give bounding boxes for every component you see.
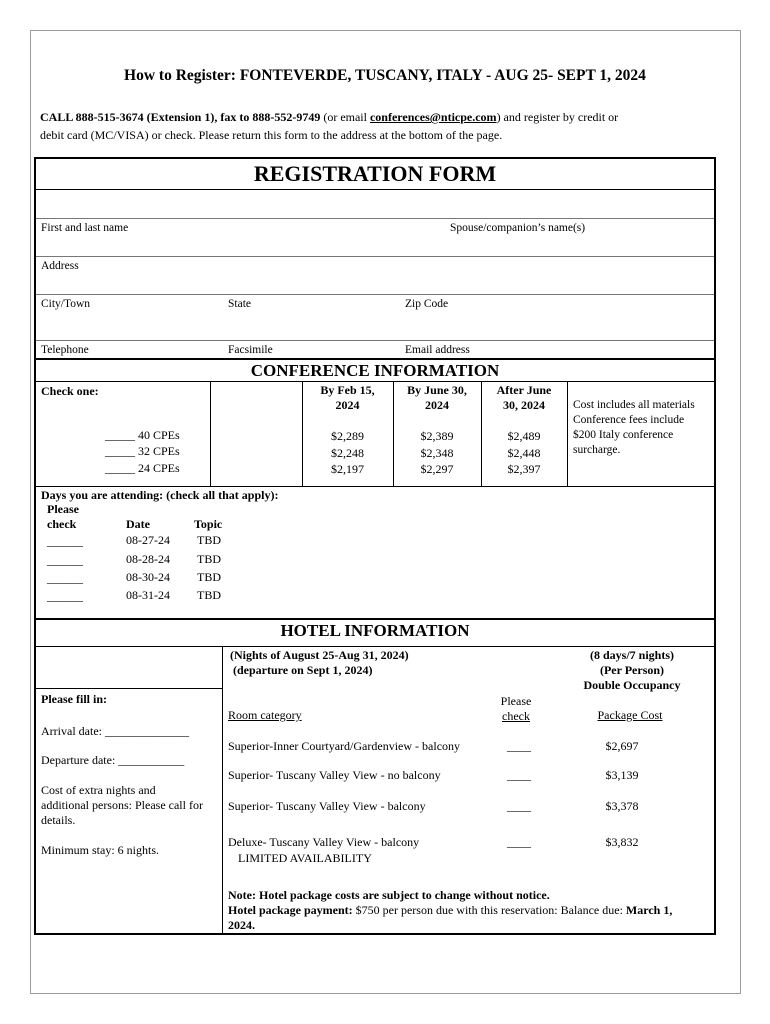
room-1-cost: $2,697	[605, 739, 639, 753]
please-fill-in: Please fill in:	[41, 692, 107, 706]
intro-end: ) and register by credit or	[496, 110, 619, 124]
days-col-check: Please check	[47, 502, 79, 531]
day-check-3[interactable]: ______	[47, 571, 83, 585]
day-topic-2: TBD	[197, 552, 221, 566]
option-24-cpe[interactable]: _____ 24 CPEs	[105, 461, 180, 475]
col-package-cost: Package Cost	[597, 708, 663, 722]
departure-date-field[interactable]: Departure date: ___________	[41, 753, 185, 767]
col-please-check: Please check	[500, 694, 532, 723]
room-3-check[interactable]: ____	[507, 799, 531, 813]
room-2-name: Superior- Tuscany Valley View - no balcony	[228, 768, 441, 782]
email-link[interactable]: conferences@nticpe.com	[369, 110, 497, 124]
hotel-title: HOTEL INFORMATION	[280, 621, 470, 640]
prices-after: $2,489 $2,448 $2,397	[507, 429, 541, 476]
hotel-payment-year: 2024.	[228, 918, 255, 932]
day-topic-1: TBD	[197, 533, 221, 547]
day-check-4[interactable]: ______	[47, 589, 83, 603]
field-state[interactable]: State	[228, 298, 251, 310]
minimum-stay: Minimum stay: 6 nights.	[41, 843, 160, 857]
hotel-note: Note: Hotel package costs are subject to change without notice.	[228, 888, 550, 902]
hotel-occupancy: (8 days/7 nights) (Per Person) Double Occupancy	[583, 648, 681, 692]
day-check-2[interactable]: ______	[47, 553, 83, 567]
room-3-cost: $3,378	[605, 799, 639, 813]
day-check-1[interactable]: ______	[47, 534, 83, 548]
conference-title: CONFERENCE INFORMATION	[250, 361, 500, 380]
hotel-payment: Hotel package payment: $750 per person due with this reservation: Balance due: March 1,	[228, 903, 673, 917]
field-address[interactable]: Address	[41, 260, 79, 272]
check-one-label: Check one:	[41, 384, 99, 398]
room-4-check[interactable]: ____	[507, 835, 531, 849]
room-2-cost: $3,139	[605, 768, 639, 782]
days-title: Days you are attending: (check all that apply):	[41, 488, 279, 502]
day-date-4: 08-31-24	[126, 588, 170, 602]
days-col-date: Date	[126, 517, 150, 531]
intro-mid: (or email	[320, 110, 370, 124]
arrival-date-field[interactable]: Arrival date: ______________	[41, 724, 189, 738]
field-zip[interactable]: Zip Code	[405, 298, 449, 310]
option-40-cpe[interactable]: _____ 40 CPEs	[105, 428, 180, 442]
intro-line-2: debit card (MC/VISA) or check. Please return this form to the address at the bottom of the page.	[40, 128, 503, 142]
field-facsimile[interactable]: Facsimile	[228, 344, 273, 356]
field-email[interactable]: Email address	[405, 344, 470, 356]
field-city[interactable]: City/Town	[41, 298, 91, 310]
extra-nights-note: Cost of extra nights and additional persons: Please call for details.	[41, 783, 203, 827]
field-spouse[interactable]: Spouse/companion’s name(s)	[450, 222, 586, 234]
registration-title: REGISTRATION FORM	[253, 161, 497, 186]
day-date-2: 08-28-24	[126, 552, 170, 566]
col-header-feb: By Feb 15, 2024	[320, 383, 375, 412]
room-3-name: Superior- Tuscany Valley View - balcony	[228, 799, 426, 813]
col-header-june: By June 30, 2024	[407, 383, 467, 412]
days-col-topic: Topic	[194, 517, 223, 531]
col-room-category: Room category	[228, 708, 302, 722]
room-1-name: Superior-Inner Courtyard/Gardenview - balcony	[228, 739, 461, 753]
room-4-name: Deluxe- Tuscany Valley View - balcony	[228, 835, 420, 849]
page-title: How to Register: FONTEVERDE, TUSCANY, ITALY - AUG 25- SEPT 1, 2024	[124, 67, 646, 84]
room-4-cost: $3,832	[605, 835, 639, 849]
conference-note: Cost includes all materials Conference fees include $200 Italy conference surcharge.	[573, 399, 695, 456]
col-header-after: After June 30, 2024	[496, 383, 552, 412]
field-telephone[interactable]: Telephone	[41, 344, 89, 356]
field-first-last-name[interactable]: First and last name	[41, 222, 129, 234]
room-4-availability: LIMITED AVAILABILITY	[238, 851, 372, 865]
prices-june: $2,389 $2,348 $2,297	[420, 429, 454, 476]
day-date-3: 08-30-24	[126, 570, 170, 584]
day-topic-4: TBD	[197, 588, 221, 602]
intro-phone: CALL 888-515-3674 (Extension 1), fax to 888-552-9749	[40, 110, 321, 124]
intro-line-1	[40, 110, 618, 125]
day-topic-3: TBD	[197, 570, 221, 584]
hotel-nights: (Nights of August 25-Aug 31, 2024) (departure on Sept 1, 2024)	[230, 648, 409, 677]
room-2-check[interactable]: ____	[507, 768, 531, 782]
day-date-1: 08-27-24	[126, 533, 170, 547]
prices-feb: $2,289 $2,248 $2,197	[331, 429, 364, 476]
room-1-check[interactable]: ____	[507, 739, 531, 753]
option-32-cpe[interactable]: _____ 32 CPEs	[105, 444, 180, 458]
